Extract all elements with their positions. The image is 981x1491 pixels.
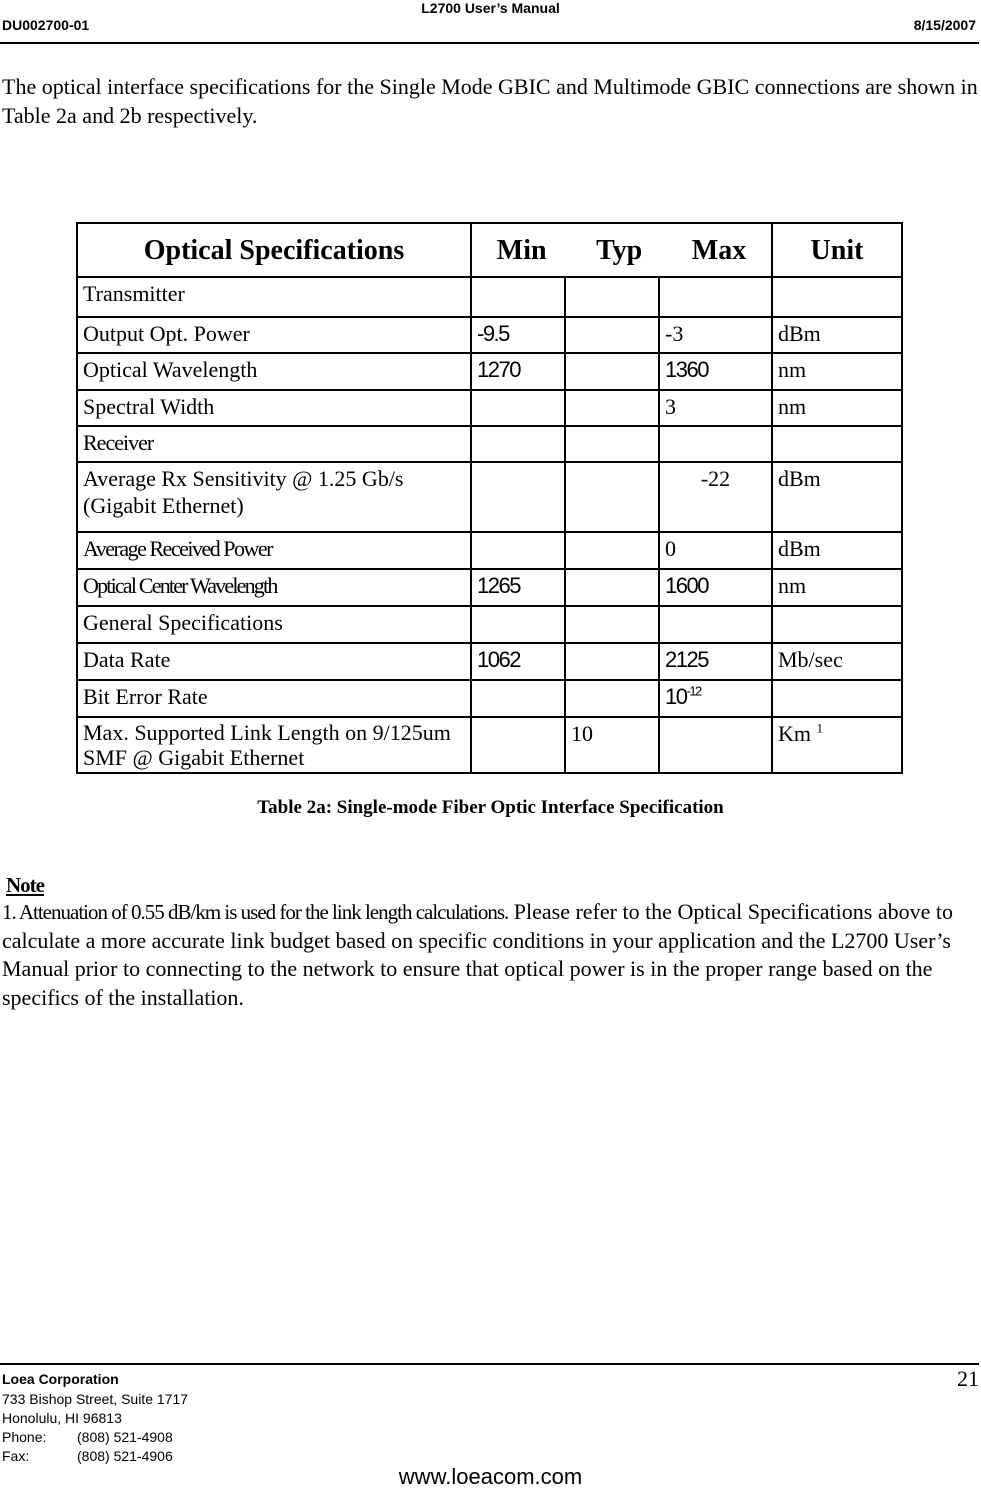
- min-cell: [471, 426, 565, 462]
- fax-label: Fax:: [2, 1448, 30, 1464]
- header-optical-specifications: Optical Specifications: [77, 223, 471, 277]
- note-paragraph: [2, 898, 972, 1012]
- max-cell: [659, 680, 772, 717]
- note-heading: Note: [6, 873, 44, 897]
- min-cell: [471, 277, 565, 317]
- section-transmitter: Transmitter: [77, 277, 471, 317]
- max-cell: [659, 717, 772, 773]
- typ-cell: [565, 353, 659, 390]
- header-min-typ-max: [471, 223, 772, 277]
- unit-cell: [772, 277, 902, 317]
- min-cell: [471, 532, 565, 569]
- unit-cell: dBm: [772, 317, 902, 353]
- min-cell: [471, 717, 565, 773]
- unit-cell: [772, 426, 902, 462]
- typ-cell: [565, 569, 659, 606]
- website-url: www.loeacom.com: [398, 1464, 583, 1489]
- typ-cell: [565, 277, 659, 317]
- section-receiver: Receiver: [77, 426, 471, 462]
- spec-cell: Optical Wavelength: [77, 353, 471, 390]
- max-cell: [659, 606, 772, 643]
- max-cell: 1600: [659, 569, 772, 606]
- table-caption: Table 2a: Single-mode Fiber Optic Interface Specification: [257, 797, 724, 818]
- phone-label: Phone:: [2, 1429, 47, 1445]
- section-general: General Specifications: [77, 606, 471, 643]
- unit-cell: [772, 717, 902, 773]
- table-row: [77, 680, 902, 717]
- unit-cell: nm: [772, 569, 902, 606]
- typ-cell: [565, 532, 659, 569]
- unit-cell: Mb/sec: [772, 643, 902, 680]
- typ-cell: [565, 426, 659, 462]
- footnote-marker: 1: [816, 720, 823, 736]
- document-id: DU002700-01: [2, 17, 90, 33]
- address-line-2: Honolulu, HI 96813: [2, 1410, 122, 1426]
- typ-cell: [565, 390, 659, 426]
- spec-cell: Data Rate: [77, 643, 471, 680]
- typ-cell: [565, 462, 659, 532]
- min-cell: [471, 390, 565, 426]
- unit-cell: nm: [772, 353, 902, 390]
- unit-cell: dBm: [772, 532, 902, 569]
- table-header-row: [77, 223, 902, 277]
- unit-cell: [772, 606, 902, 643]
- typ-cell: [565, 680, 659, 717]
- fax-number: (808) 521-4906: [77, 1448, 173, 1464]
- min-cell: 1265: [471, 569, 565, 606]
- spec-cell: Average Received Power: [77, 532, 471, 569]
- table-row: [77, 462, 902, 532]
- footer-divider: [0, 1363, 979, 1365]
- min-cell: 1062: [471, 643, 565, 680]
- phone-number: (808) 521-4908: [77, 1429, 173, 1445]
- header-unit: Unit: [772, 223, 902, 277]
- table-row: [77, 277, 902, 317]
- min-cell: 1270: [471, 353, 565, 390]
- spec-cell: Average Rx Sensitivity @ 1.25 Gb/s (Gigabit Ethernet): [77, 462, 471, 532]
- min-cell: [471, 462, 565, 532]
- typ-cell: [565, 317, 659, 353]
- spec-cell: Output Opt. Power: [77, 317, 471, 353]
- max-cell: [659, 277, 772, 317]
- ber-exponent: -12: [686, 683, 701, 699]
- header-min: Min: [496, 234, 547, 266]
- table-row: [77, 717, 902, 773]
- table-row: [77, 390, 902, 426]
- header-max: Max: [691, 234, 747, 266]
- min-cell: [471, 606, 565, 643]
- typ-cell: [565, 606, 659, 643]
- max-cell: 1360: [659, 353, 772, 390]
- company-name: Loea Corporation: [2, 1371, 119, 1387]
- intro-paragraph: The optical interface specifications for the Single Mode GBIC and Multimode GBIC connections are shown in Table 2a and 2b respectively.: [2, 74, 978, 128]
- table-row: [77, 569, 902, 606]
- ber-base: 10: [665, 684, 687, 709]
- table-row: [77, 426, 902, 462]
- max-cell: -22: [659, 462, 772, 532]
- manual-title: L2700 User’s Manual: [421, 0, 560, 16]
- phone-line: [2, 1429, 173, 1445]
- max-cell: 2125: [659, 643, 772, 680]
- unit-cell: dBm: [772, 462, 902, 532]
- document-date: 8/15/2007: [913, 17, 976, 33]
- table-row: [77, 353, 902, 390]
- spec-cell: Max. Supported Link Length on 9/125um SMF @ Gigabit Ethernet: [77, 717, 471, 773]
- max-cell: -3: [659, 317, 772, 353]
- table-row: [77, 317, 902, 353]
- spec-cell: Spectral Width: [77, 390, 471, 426]
- header-typ: Typ: [596, 234, 643, 266]
- max-cell: [659, 426, 772, 462]
- min-cell: -9.5: [471, 317, 565, 353]
- spec-cell: Optical Center Wavelength: [77, 569, 471, 606]
- typ-cell: 10: [565, 717, 659, 773]
- unit-cell: [772, 680, 902, 717]
- page-number: 21: [957, 1366, 979, 1391]
- unit-cell: nm: [772, 390, 902, 426]
- fax-line: [2, 1448, 173, 1464]
- optical-spec-table: [76, 222, 903, 774]
- table-row: [77, 532, 902, 569]
- spec-cell: Bit Error Rate: [77, 680, 471, 717]
- table-row: [77, 606, 902, 643]
- note-body: Please refer to the Optical Specifications above to calculate a more accurate link budget based on specific conditions in your application and the L2700 User’s Manual prior to connecting to the network to ensure that optical power is in the proper range based on the specifics of the installation.: [2, 899, 953, 1010]
- typ-cell: [565, 643, 659, 680]
- unit-km: Km: [778, 721, 811, 746]
- header-divider: [0, 42, 979, 44]
- note-lead: 1. Attenuation of 0.55 dB/km is used for the link length calculations.: [2, 900, 509, 924]
- max-cell: 3: [659, 390, 772, 426]
- address-line-1: 733 Bishop Street, Suite 1717: [2, 1391, 189, 1407]
- min-cell: [471, 680, 565, 717]
- max-cell: 0: [659, 532, 772, 569]
- table-row: [77, 643, 902, 680]
